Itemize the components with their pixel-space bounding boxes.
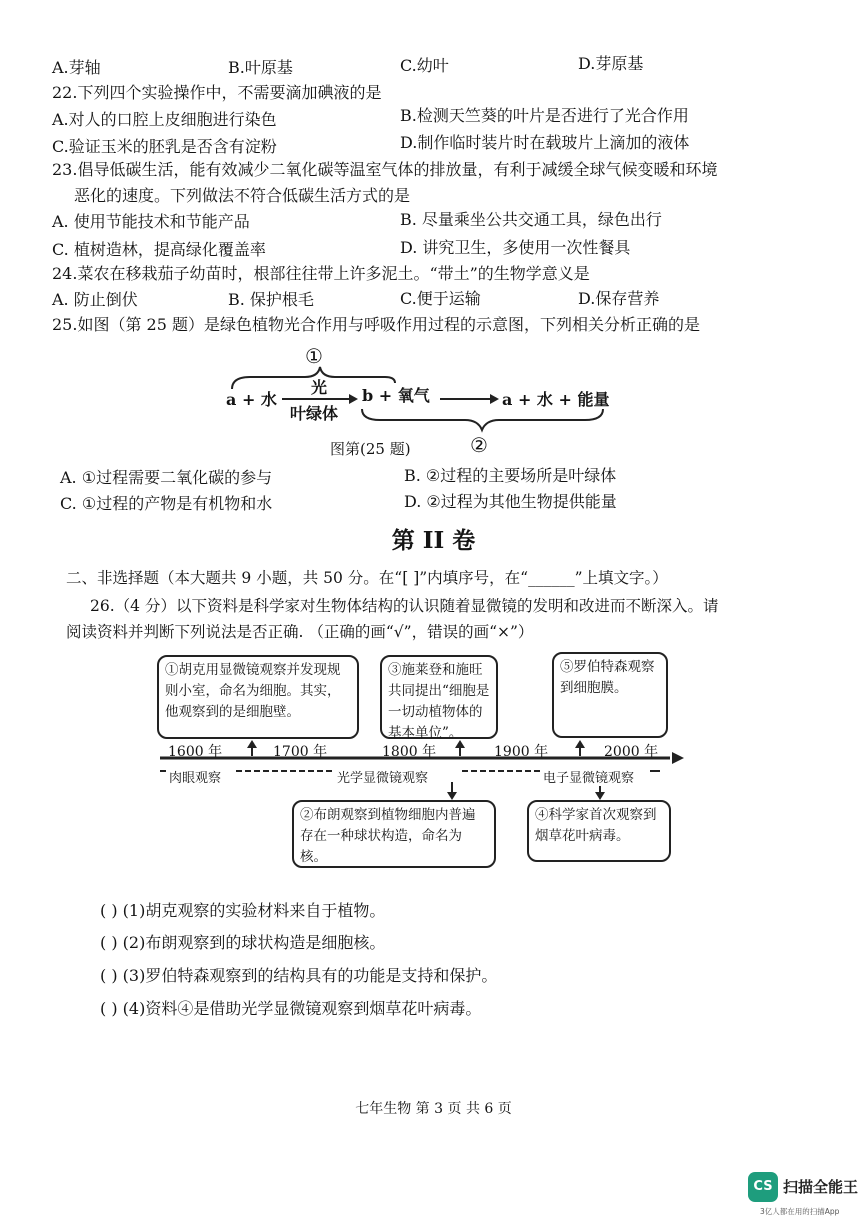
q26-statement-2: ( ) (2)布朗观察到的球状构造是细胞核。 — [100, 933, 386, 952]
year-1700: 1700 年 — [273, 744, 328, 760]
q25-option-d: D. ②过程为其他生物提供能量 — [404, 492, 617, 511]
q21-option-c: C.幼叶 — [400, 56, 449, 75]
q23-stem-line2: 恶化的速度。下列做法不符合低碳生活方式的是 — [74, 186, 411, 205]
q21-option-d: D.芽原基 — [578, 54, 644, 73]
q23-option-d: D. 讲究卫生，多使用一次性餐具 — [400, 238, 631, 257]
q24-option-b: B. 保护根毛 — [228, 290, 314, 309]
q23-stem-line1: 23.倡导低碳生活，能有效减少二氧化碳等温室气体的排放量，有利于减缓全球气候变暖和环境 — [52, 160, 718, 179]
era-optical: 光学显微镜观察 — [334, 767, 431, 786]
diagram-marker-2: ② — [470, 433, 488, 457]
q24-option-a: A. 防止倒伏 — [52, 290, 138, 309]
q24-stem: 24.菜农在移栽茄子幼苗时，根部往往带上许多泥土。“带土”的生物学意义是 — [52, 264, 590, 283]
part2-header: 二、非选择题（本大题共 9 小题，共 50 分。在“[ ]”内填序号，在“______”上填文字。） — [66, 569, 668, 587]
q22-option-c: C.验证玉米的胚乳是否含有淀粉 — [52, 137, 277, 156]
q22-stem: 22.下列四个实验操作中，不需要滴加碘液的是 — [52, 83, 382, 102]
diagram-right-term: a + 水 + 能量 — [502, 390, 610, 409]
camscanner-name: 扫描全能王 — [783, 1178, 859, 1196]
year-1600: 1600 年 — [168, 744, 223, 760]
diagram-light-label: 光 — [311, 378, 328, 397]
q22-option-d: D.制作临时装片时在载玻片上滴加的液体 — [400, 133, 690, 152]
diagram-caption: 图第(25 题) — [330, 440, 411, 458]
page-footer: 七年生物 第 3 页 共 6 页 — [355, 1101, 512, 1117]
q26-statement-1: ( ) (1)胡克观察的实验材料来自于植物。 — [100, 901, 386, 920]
box-virus: ④科学家首次观察到烟草花叶病毒。 — [527, 800, 671, 862]
box-schleiden-schwann: ③施莱登和施旺共同提出“细胞是一切动植物体的基本单位”。 — [380, 655, 498, 739]
q23-option-b: B. 尽量乘坐公共交通工具，绿色出行 — [400, 210, 662, 229]
year-1900: 1900 年 — [494, 744, 549, 760]
q26-statement-3: ( ) (3)罗伯特森观察到的结构具有的功能是支持和保护。 — [100, 966, 498, 985]
q25-stem: 25.如图（第 25 题）是绿色植物光合作用与呼吸作用过程的示意图，下列相关分析正确的是 — [52, 315, 700, 334]
era-electron: 电子显微镜观察 — [540, 767, 637, 786]
box-brown: ②布朗观察到植物细胞内普遍存在一种球状构造，命名为核。 — [292, 800, 496, 868]
q22-option-a: A.对人的口腔上皮细胞进行染色 — [52, 110, 277, 129]
diagram-middle-term: b + 氧气 — [362, 386, 430, 405]
q25-option-a: A. ①过程需要二氧化碳的参与 — [60, 468, 273, 487]
camscanner-logo: CS — [748, 1172, 778, 1202]
section-title: 第 II 卷 — [391, 527, 476, 554]
q21-option-b: B.叶原基 — [228, 58, 293, 77]
q26-statement-4: ( ) (4)资料④是借助光学显微镜观察到烟草花叶病毒。 — [100, 999, 482, 1018]
q26-stem-line2: 阅读资料并判断下列说法是否正确. （正确的画“√”，错误的画“×”） — [66, 623, 534, 641]
q24-option-d: D.保存营养 — [578, 289, 660, 308]
diagram-marker-1: ① — [305, 344, 323, 368]
era-naked-eye: 肉眼观察 — [166, 767, 224, 786]
q22-option-b: B.检测天竺葵的叶片是否进行了光合作用 — [400, 106, 689, 125]
year-1800: 1800 年 — [382, 744, 437, 760]
year-2000: 2000 年 — [604, 744, 659, 760]
q25-option-c: C. ①过程的产物是有机物和水 — [60, 494, 273, 513]
camscanner-tagline: 3亿人都在用的扫描App — [760, 1207, 840, 1216]
q21-option-a: A.芽轴 — [52, 58, 101, 77]
q23-option-a: A. 使用节能技术和节能产品 — [52, 212, 250, 231]
q26-stem-line1: 26.（4 分）以下资料是科学家对生物体结构的认识随着显微镜的发明和改进而不断深入。请 — [90, 597, 719, 615]
box-hooke: ①胡克用显微镜观察并发现规则小室，命名为细胞。其实，他观察到的是细胞壁。 — [157, 655, 359, 739]
box-robertson: ⑤罗伯特森观察到细胞膜。 — [552, 652, 668, 738]
q25-option-b: B. ②过程的主要场所是叶绿体 — [404, 466, 617, 485]
diagram-chlorophyll-label: 叶绿体 — [290, 404, 339, 423]
q24-option-c: C.便于运输 — [400, 289, 481, 308]
q23-option-c: C. 植树造林，提高绿化覆盖率 — [52, 240, 266, 259]
diagram-left-term: a + 水 — [226, 390, 277, 409]
